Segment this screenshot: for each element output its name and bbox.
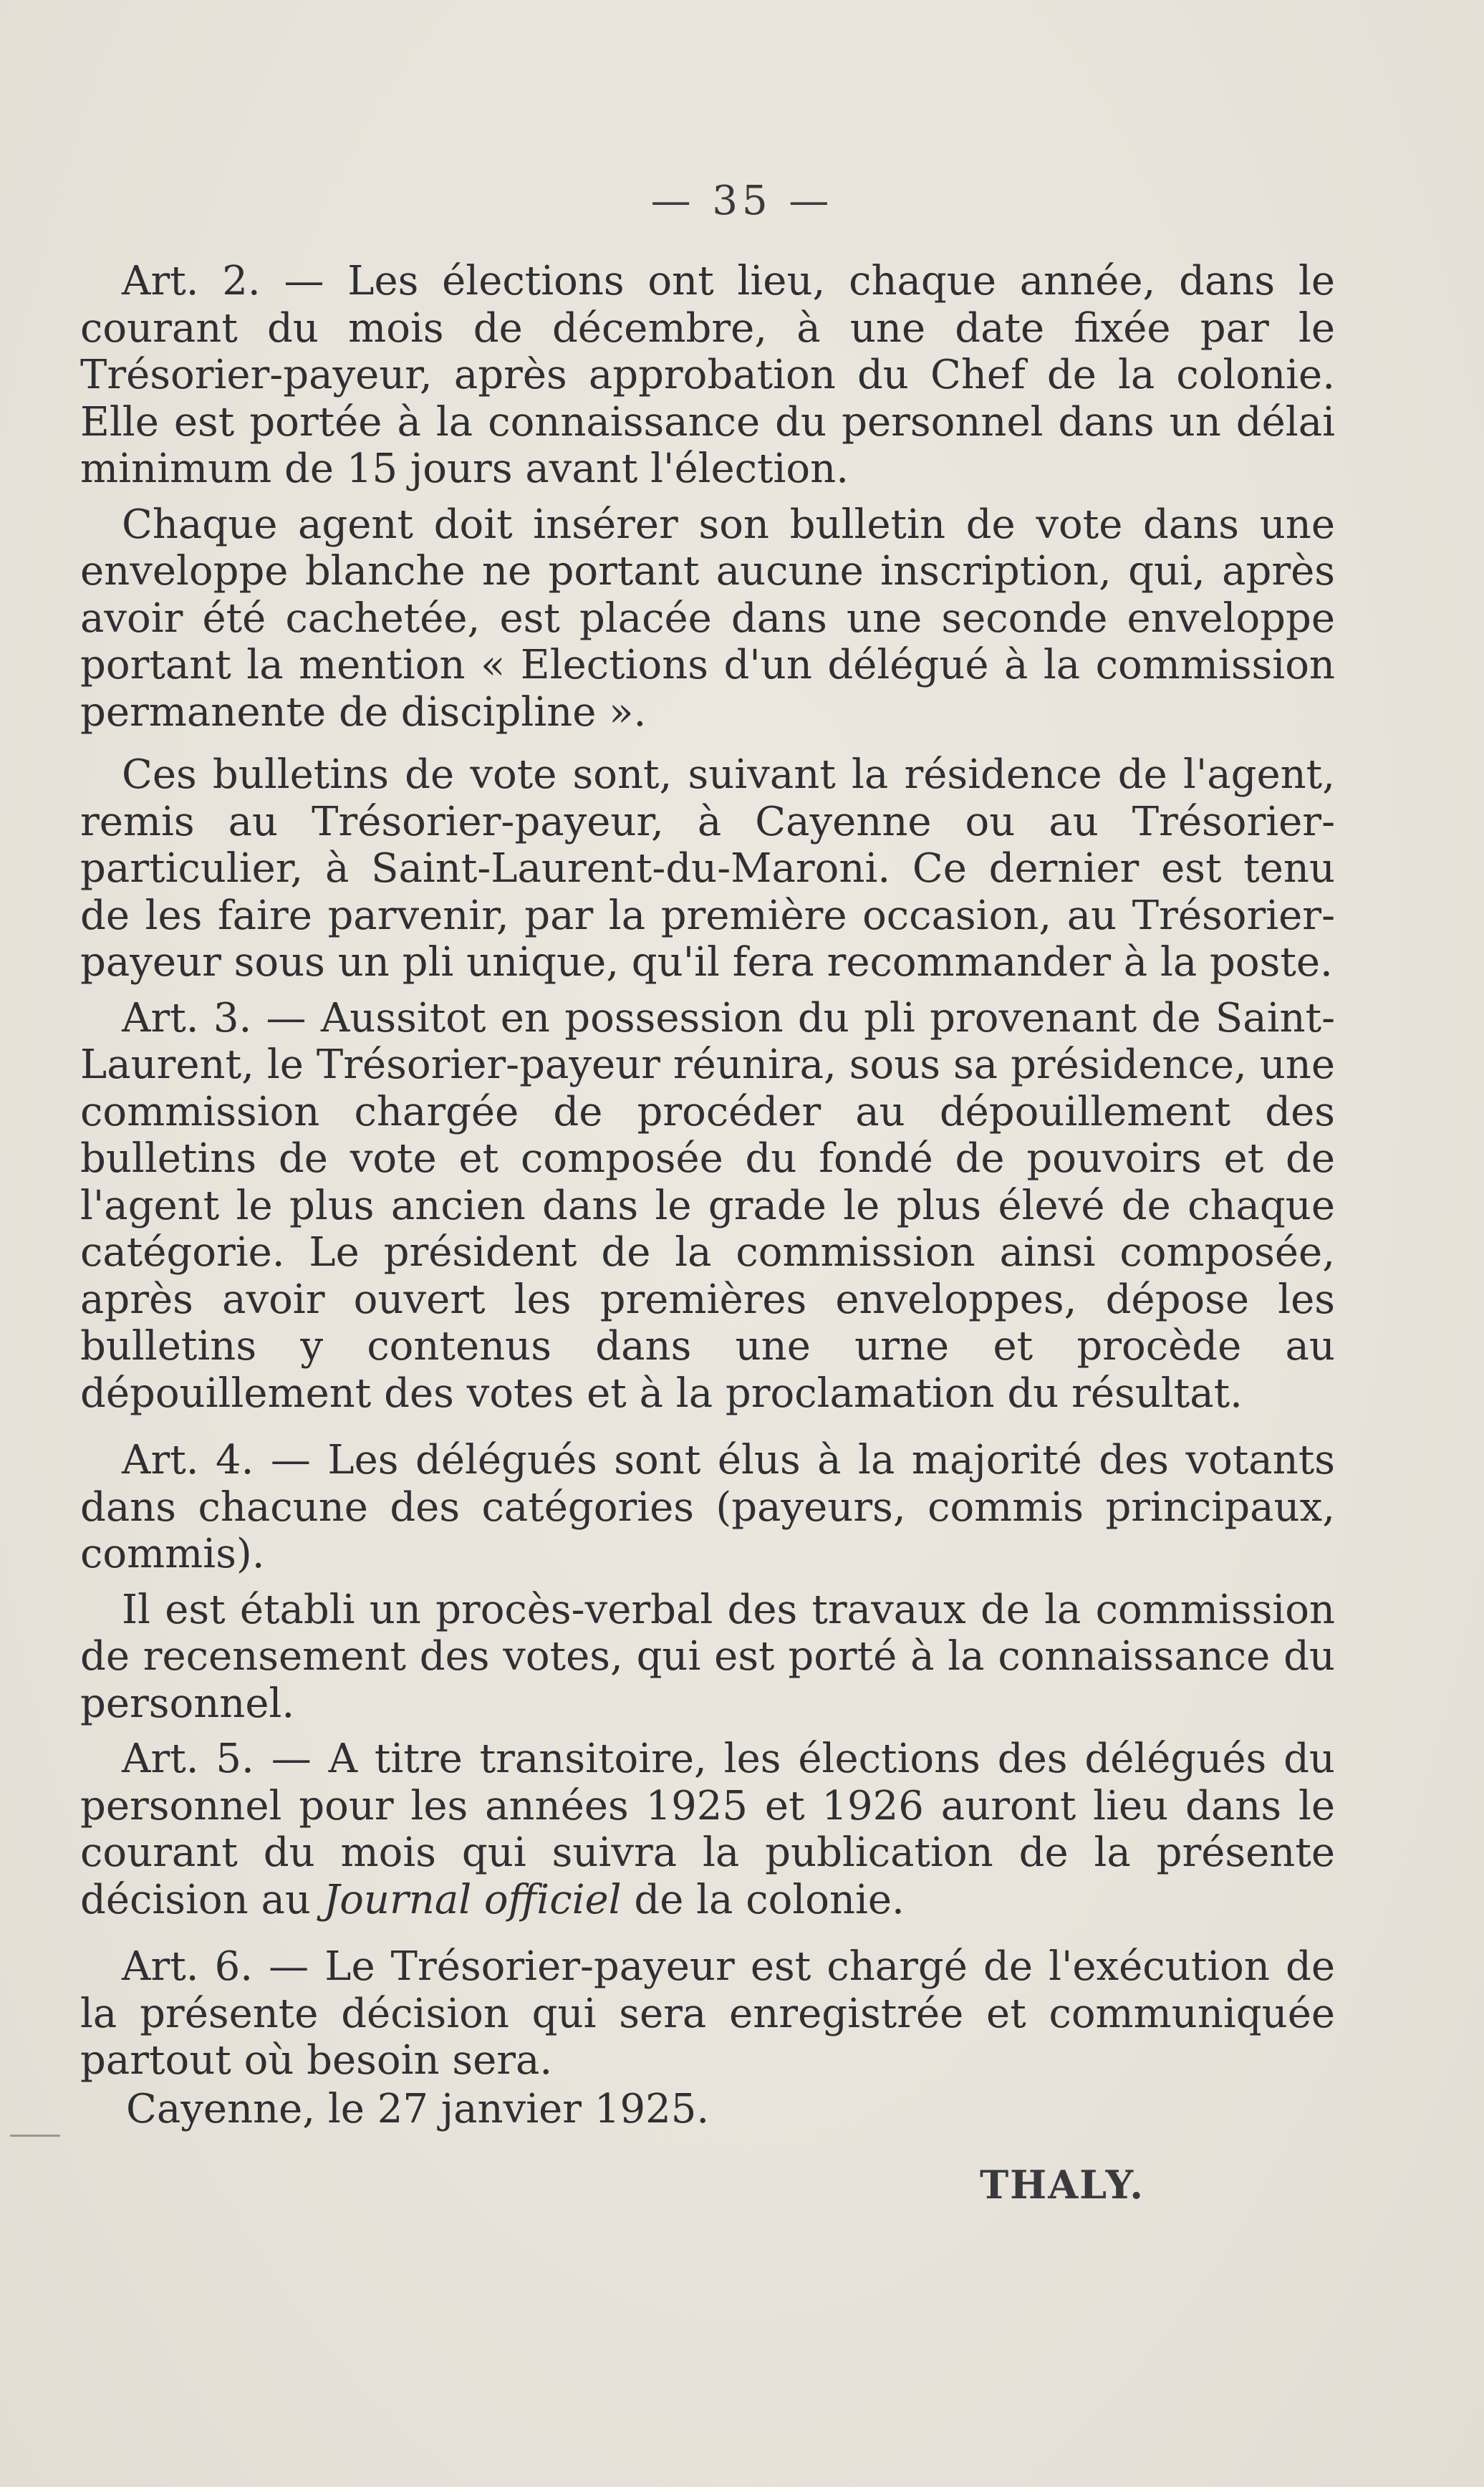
signature: THALY.: [980, 2162, 1145, 2208]
article-5-text-start: Art. 5. — A titre transitoire, les élections des délégués du personnel pour les années 1925 et 1926 auront lieu dans le courant du mois qui suivra la publication de la présente décision au: [80, 1736, 1335, 1923]
margin-mark: [10, 2135, 60, 2137]
article-2-paragraph: Art. 2. — Les élections ont lieu, chaque année, dans le courant du mois de décembre, à une date fixée par le Trésorier-payeur, après approbation du Chef de la colonie. Elle est portée à la connaissance du personnel dans un délai minimum de 15 jours avant l'élection.: [80, 258, 1335, 492]
article-4-paragraph: Art. 4. — Les délégués sont élus à la majorité des votants dans chacune des catégories (payeurs, commis principaux, commis).: [80, 1437, 1335, 1577]
page-number: — 35 —: [650, 178, 834, 224]
article-5-paragraph: [80, 1736, 1335, 1923]
journal-officiel-title: Journal officiel: [323, 1876, 622, 1923]
bulletins-paragraph: Ces bulletins de vote sont, suivant la résidence de l'agent, remis au Trésorier-payeur, à Cayenne ou au Trésorier-particulier, à Saint-Laurent-du-Maroni. Ce dernier est tenu de les faire parvenir, par la première occasion, au Trésorier-payeur sous un pli unique, qu'il fera recommander à la poste.: [80, 751, 1335, 986]
article-3-paragraph: Art. 3. — Aussitot en possession du pli provenant de Saint-Laurent, le Trésorier-payeur réunira, sous sa présidence, une commission chargée de procéder au dépouillement des bulletins de vote et composée du fondé de pouvoirs et de l'agent le plus ancien dans le grade le plus élevé de chaque catégorie. Le président de la commission ainsi composée, après avoir ouvert les premières enveloppes, dépose les bulletins y contenus dans une urne et procède au dépouillement des votes et à la proclamation du résultat.: [80, 994, 1335, 1417]
proces-verbal-paragraph: Il est établi un procès-verbal des travaux de la commission de recensement des votes, qui est porté à la connaissance du personnel.: [80, 1586, 1335, 1727]
article-6-paragraph: Art. 6. — Le Trésorier-payeur est chargé de l'exécution de la présente décision qui sera enregistrée et communiquée partout où besoin sera.: [80, 1943, 1335, 2084]
article-5-text-end: de la colonie.: [621, 1876, 905, 1923]
envelope-paragraph: Chaque agent doit insérer son bulletin de vote dans une enveloppe blanche ne portant aucune inscription, qui, après avoir été cachetée, est placée dans une seconde enveloppe portant la mention « Elections d'un délégué à la commission permanente de discipline ».: [80, 501, 1335, 736]
place-and-date: Cayenne, le 27 janvier 1925.: [126, 2086, 710, 2132]
body-text: [80, 258, 1335, 2084]
